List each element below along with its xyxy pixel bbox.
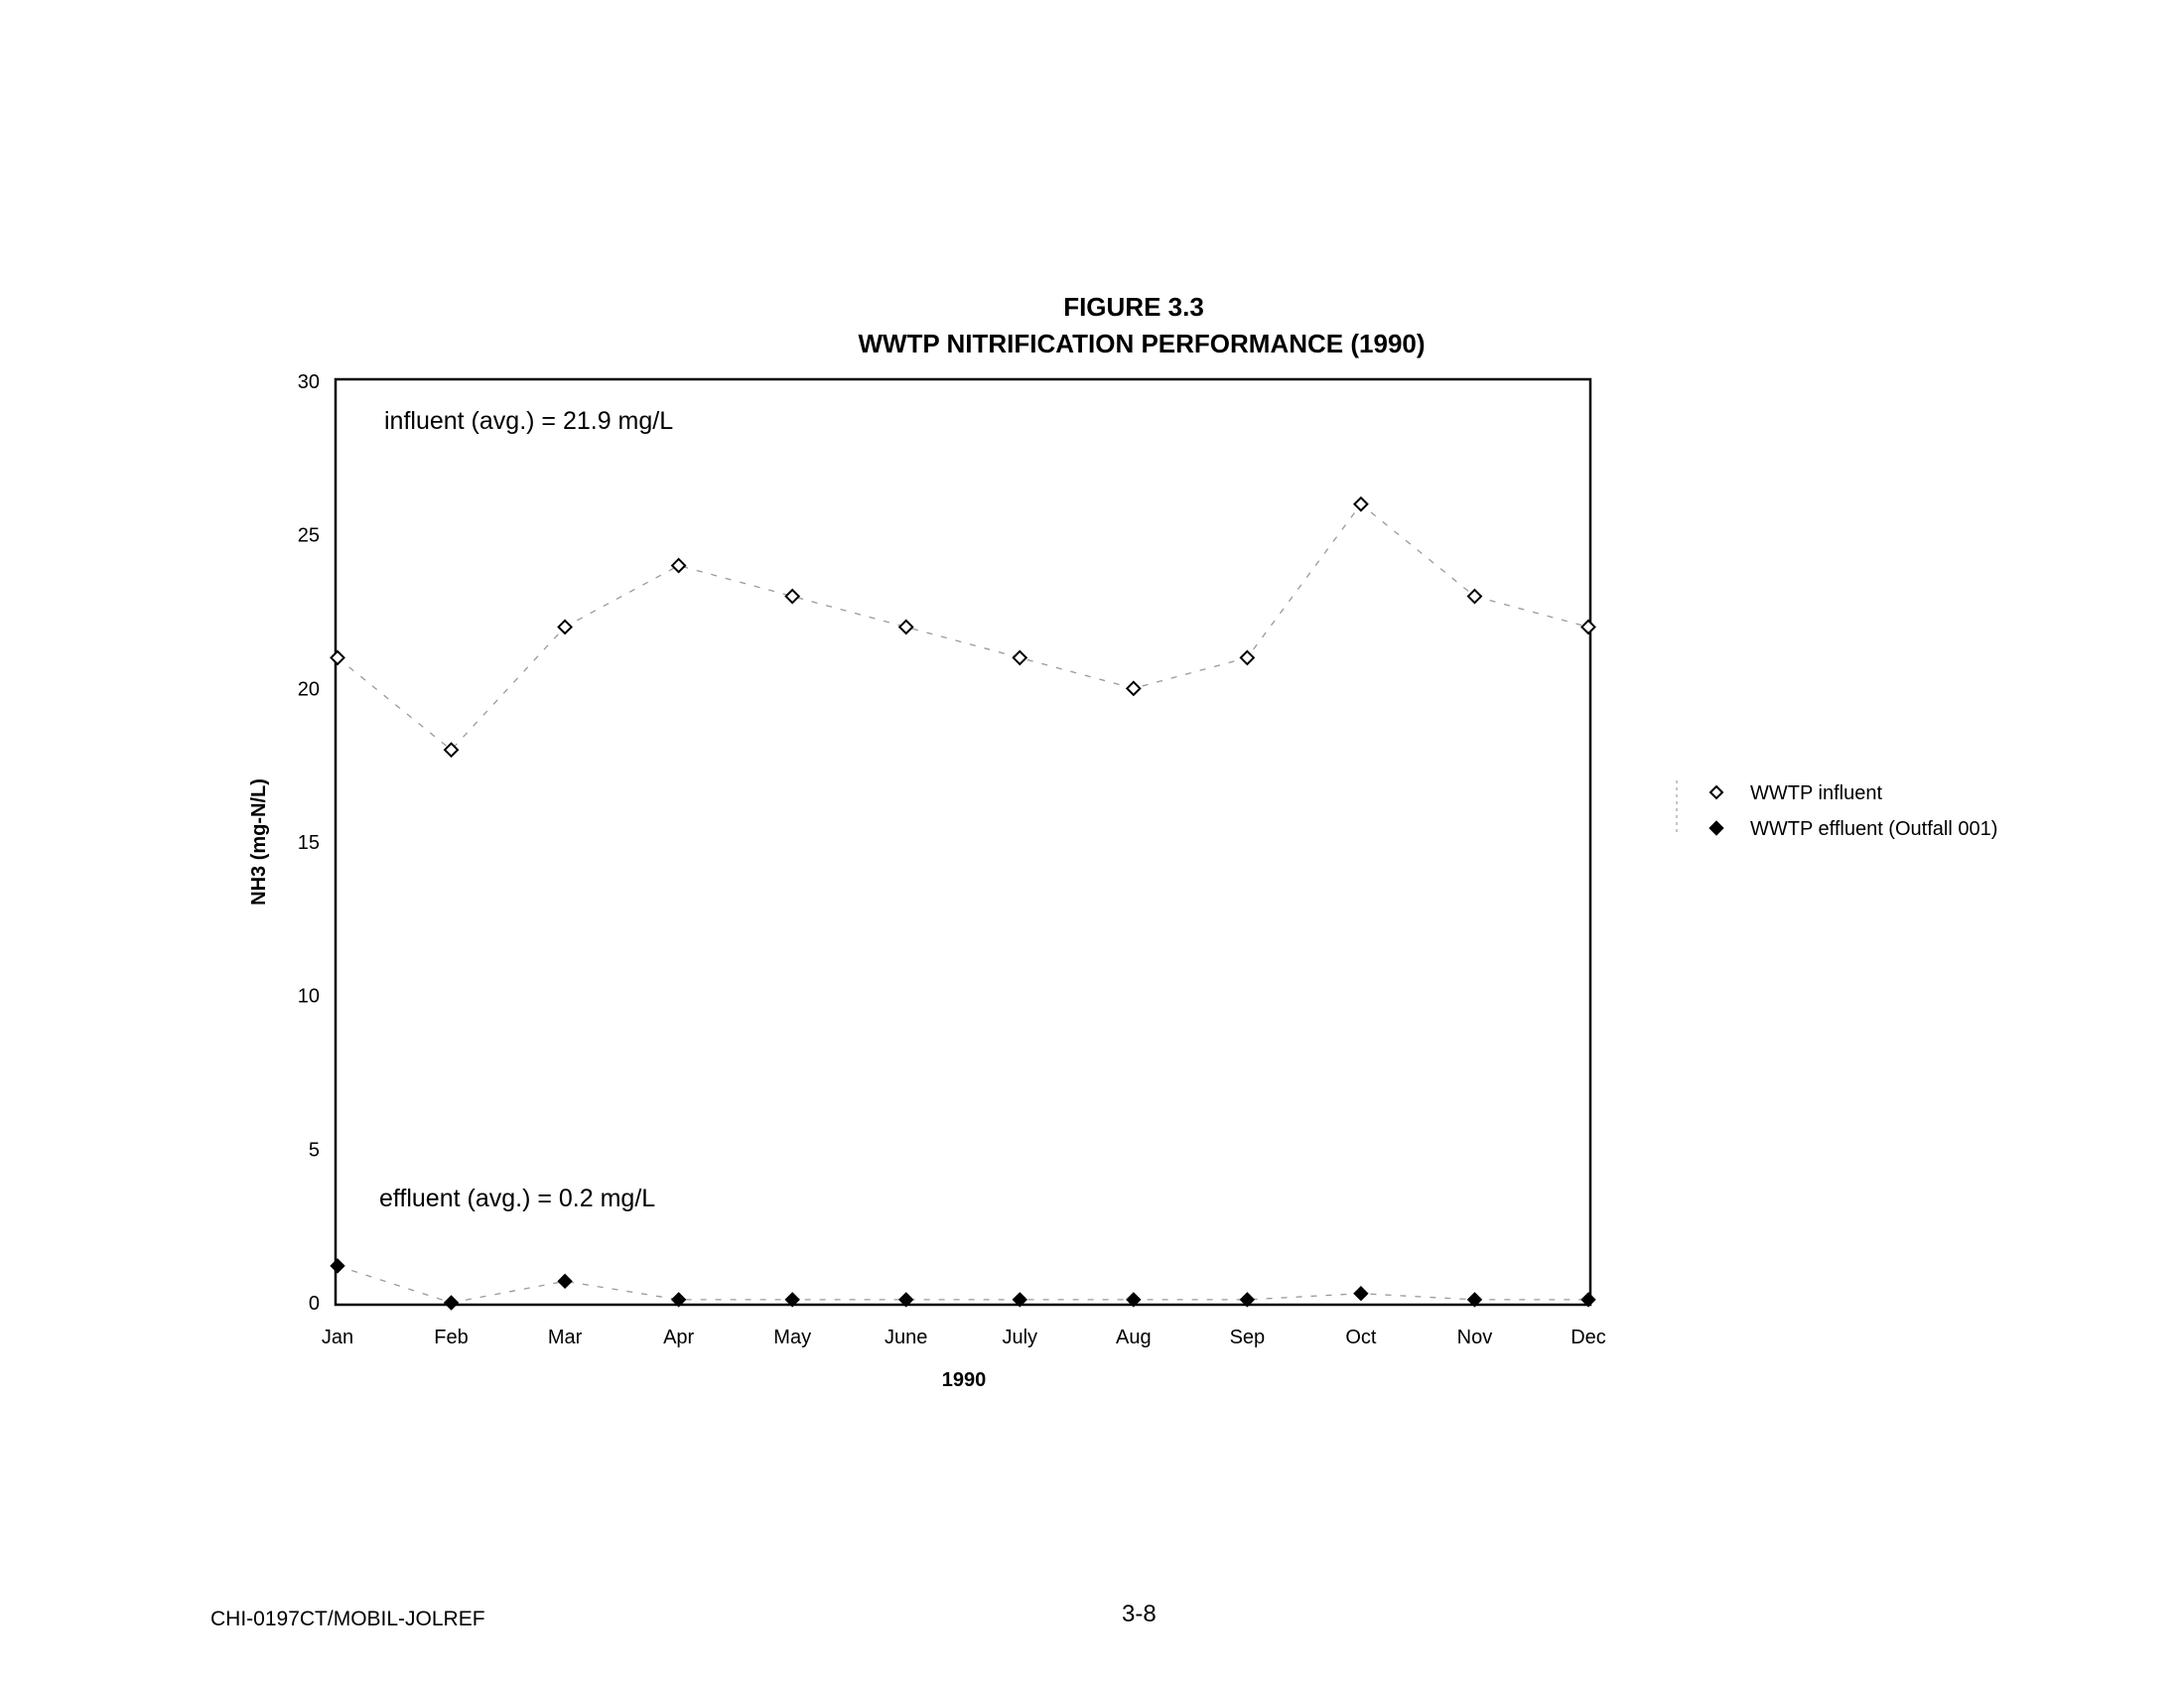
data-point xyxy=(1127,682,1140,695)
data-point xyxy=(559,621,572,633)
series-line xyxy=(338,504,1588,750)
data-point xyxy=(1582,621,1595,633)
y-tick-label: 25 xyxy=(297,524,320,547)
page-number: 3-8 xyxy=(1122,1601,1157,1627)
legend-marker xyxy=(1710,786,1722,798)
y-tick-label: 15 xyxy=(297,832,320,854)
y-axis xyxy=(298,371,320,1315)
x-axis-title: 1990 xyxy=(941,1369,987,1391)
x-axis xyxy=(322,1327,1606,1348)
x-tick-label: Dec xyxy=(1570,1327,1606,1348)
influent-average-note: influent (avg.) = 21.9 mg/L xyxy=(384,407,674,435)
y-tick-label: 0 xyxy=(308,1293,320,1315)
data-point xyxy=(1241,651,1254,664)
x-tick-label: Nov xyxy=(1456,1327,1493,1348)
y-tick-label: 10 xyxy=(297,985,320,1008)
data-point xyxy=(1468,590,1481,603)
x-tick-label: Sep xyxy=(1229,1327,1266,1348)
plot-area-frame xyxy=(336,379,1590,1305)
legend-label: WWTP influent xyxy=(1750,782,1882,804)
x-tick-label: Apr xyxy=(663,1327,695,1348)
x-tick-label: Mar xyxy=(547,1327,583,1348)
figure-number: FIGURE 3.3 xyxy=(1063,292,1204,322)
legend-label: WWTP effluent (Outfall 001) xyxy=(1750,818,1998,840)
document-id: CHI-0197CT/MOBIL-JOLREF xyxy=(210,1608,485,1630)
data-point xyxy=(558,1274,572,1288)
data-point xyxy=(445,1296,459,1310)
data-point xyxy=(899,621,912,633)
y-tick-label: 20 xyxy=(297,678,320,701)
figure-title: WWTP NITRIFICATION PERFORMANCE (1990) xyxy=(858,329,1426,358)
x-tick-label: Jan xyxy=(321,1327,354,1348)
series-influent xyxy=(332,497,1595,756)
effluent-average-note: effluent (avg.) = 0.2 mg/L xyxy=(379,1185,656,1212)
x-tick-label: Aug xyxy=(1116,1327,1152,1348)
legend xyxy=(1677,780,1997,840)
x-tick-label: Oct xyxy=(1345,1327,1377,1348)
x-tick-label: May xyxy=(773,1327,812,1348)
x-tick-label: July xyxy=(1002,1327,1038,1348)
data-point xyxy=(1354,497,1367,510)
data-point xyxy=(331,1259,344,1273)
data-point xyxy=(786,590,799,603)
x-tick-label: Feb xyxy=(434,1327,469,1348)
series-line xyxy=(338,1266,1588,1303)
data-point xyxy=(672,559,685,572)
data-point xyxy=(332,651,344,664)
series-effluent xyxy=(331,1259,1595,1310)
y-tick-label: 5 xyxy=(308,1139,320,1162)
data-point xyxy=(1354,1287,1368,1301)
x-tick-label: June xyxy=(885,1327,928,1348)
data-point xyxy=(1014,651,1026,664)
y-axis-title: NH3 (mg-N/L) xyxy=(248,778,270,906)
legend-marker xyxy=(1709,821,1723,835)
y-tick-label: 30 xyxy=(297,371,320,393)
